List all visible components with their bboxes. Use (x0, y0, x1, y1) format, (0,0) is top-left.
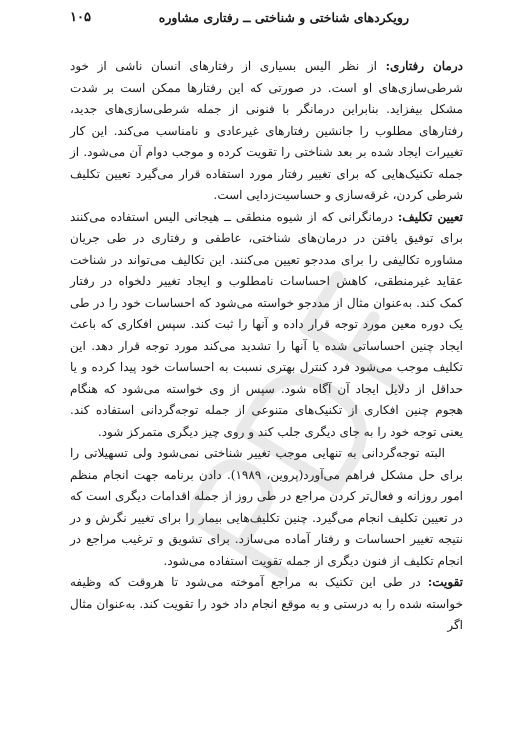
term-heading: درمان رفتاری: (385, 59, 463, 73)
paragraph-text: در طی این تکنیک به مراجع آموخته می‌شود تا هروقت که وظیفه خواسته شده را به درستی و به موقع انجام داد خود را تقویت کند. به‌عنوان مثال اگر (70, 575, 463, 632)
paragraph-text: درمانگرانی که از شیوه منطقی ــ هیجانی الیس استفاده می‌کنند برای توفیق یافتن در درمان‌های شناختی، عاطفی و رفتاری در طی جریان مشاوره تکالیفی را برای مددجو تعیین می‌کنند. این تکالیف می‌تواند در شناخت عقاید غیرمنطقی، کاهش احساسات نامطلوب و ایجاد تغییر دلخواه در رفتار کمک کند. به‌عنوان مثال از مددجو خواسته می‌شود که احساسات خود را در طی یک دوره معین مورد توجه قرار داده و آنها را ثبت کند. سپس افکاری که باعث ایجاد چنین احساساتی شده یا آنها را تشدید می‌کند مورد توجه قرار دهد. این تکلیف موجب می‌شود فرد کنترل بهتری نسبت به احساسات خود پیدا کرده و یا حداقل از دلایل ایجاد آن آگاه شود. سپس از وی خواسته می‌شود که هنگام هجوم چنین افکاری از تکنیک‌های متنوعی از جمله توجه‌گردانی استفاده کند. یعنی توجه خود را به جای دیگری جلب کند و روی چیز دیگری متمرکز شود. (70, 209, 464, 439)
paragraph-attention-diversion (70, 443, 463, 572)
term-heading: تعیین تکلیف: (397, 209, 463, 224)
running-head: رویکردهای شناختی و شناختی ــ رفتاری مشاوره (158, 10, 409, 25)
paragraph-homework-assignment (70, 207, 463, 444)
paragraph-text: البته توجه‌گردانی به تنهایی موجب تغییر شناختی نمی‌شود ولی تسهیلاتی را برای حل مشکل فراهم می‌آورد(پروین، ۱۹۸۹). دادن برنامه جهت انجام منظم امور روزانه و فعال‌تر کردن مراجع در طی روز از جمله اقدامات دیگری است که در تعیین تکلیف انجام می‌گیرد. چنین تکلیف‌هایی بیمار را برای تغییر نگرش و در نتیجه تغییر احساسات و رفتار آماده می‌سازد. برای تشویق و ترغیب مراجع در انجام تکلیف از فنون دیگری از جمله تقویت استفاده می‌شود. (70, 446, 463, 568)
paragraph-text: از نظر الیس بسیاری از رفتارهای انسان ناشی از خود شرطی‌سازی‌های او است. در صورتی که این رفتارها ممکن است بر شدت مشکل بیفزاید. بنابراین درمانگر با فنونی از جمله شرطی‌سازی‌های جدید، رفتارهای مطلوب را جانشین رفتارهای غیرعادی و نامناسب می‌کند. این کار تغییرات ایجاد شده بر بعد شناختی را تقویت کرده و موجب دوام آن می‌شود. از جمله تکنیک‌هایی که برای تغییر رفتار مورد استفاده قرار می‌گیرد تعیین تکلیف شرطی کردن، غرقه‌سازی و حساسیت‌زدایی است. (70, 59, 463, 202)
paragraph-behavioral-therapy (70, 56, 463, 207)
page-number: ۱۰۵ (70, 10, 91, 25)
term-heading: تقویت: (427, 575, 463, 589)
body-text (70, 56, 463, 637)
paragraph-reinforcement (70, 572, 463, 637)
